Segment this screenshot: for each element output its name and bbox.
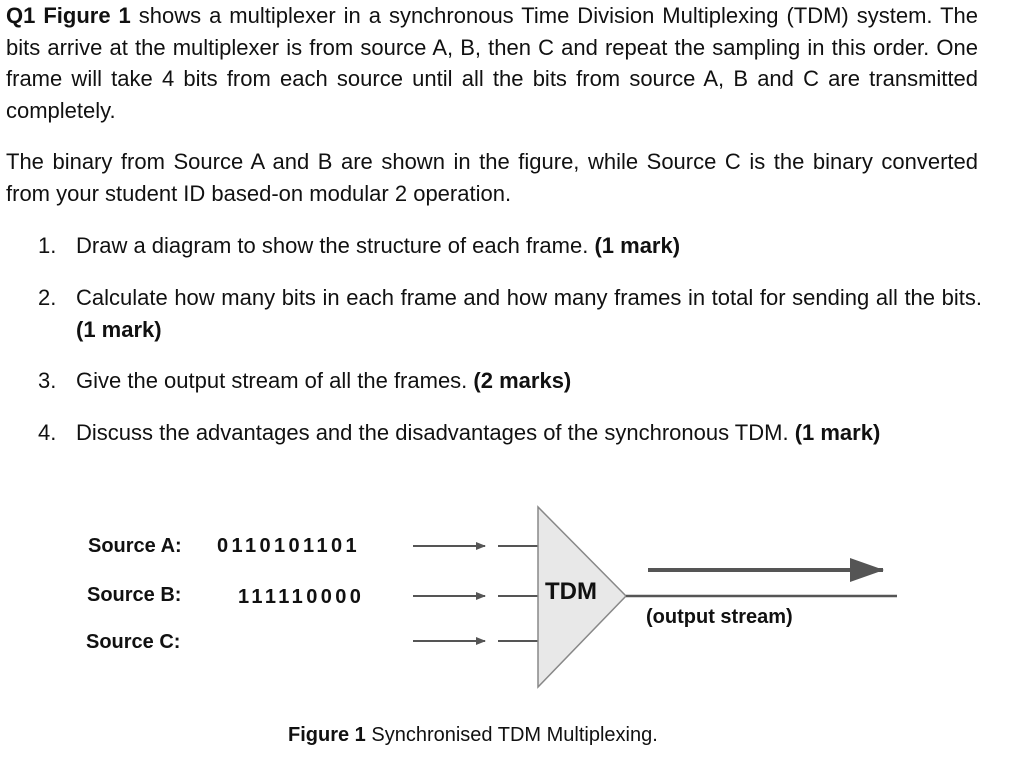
source-description-paragraph: The binary from Source A and B are shown in the figure, while Source C is the binary converted from your student ID based-on modular 2 operation.: [6, 149, 978, 206]
source-c-label: Source C:: [86, 631, 181, 653]
question-marks: (1 mark): [594, 233, 681, 258]
source-a-bits: 0110101101: [217, 535, 361, 557]
question-number: 1.: [38, 233, 57, 258]
question-id: Q1: [6, 3, 36, 28]
source-b-bits: 111110000: [238, 586, 365, 608]
question-number: 2.: [38, 285, 57, 310]
question-body: Draw a diagram to show the structure of each frame.: [76, 233, 595, 258]
question-marks: (1 mark): [794, 420, 881, 445]
question-body: Discuss the advantages and the disadvantages of the synchronous TDM.: [76, 420, 795, 445]
question-number: 3.: [38, 368, 57, 393]
figure-reference: Figure 1: [43, 3, 131, 28]
intro-text: shows a multiplexer in a synchronous Time Division Multiplexing (TDM) system. The bits arrive at the multiplexer is from source A, B, then C and repeat the sampling in this order. One frame will take 4 bits from each source until all the bits from source A, B and C are transmitted completely.: [6, 3, 978, 123]
output-stream-label: (output stream): [646, 606, 793, 628]
question-marks: (1 mark): [76, 316, 162, 342]
question-number: 4.: [38, 420, 57, 445]
figure-caption: [288, 724, 658, 747]
question-marks: (2 marks): [473, 368, 572, 393]
tdm-label: TDM: [545, 578, 597, 605]
question-body: Give the output stream of all the frames.: [76, 368, 474, 393]
caption-text: Synchronised TDM Multiplexing.: [365, 724, 658, 746]
question-body: Calculate how many bits in each frame and how many frames in total for sending all the bits.: [76, 285, 982, 310]
source-a-label: Source A:: [88, 535, 182, 557]
caption-figure-number: Figure 1: [288, 724, 366, 746]
source-b-label: Source B:: [87, 584, 182, 606]
